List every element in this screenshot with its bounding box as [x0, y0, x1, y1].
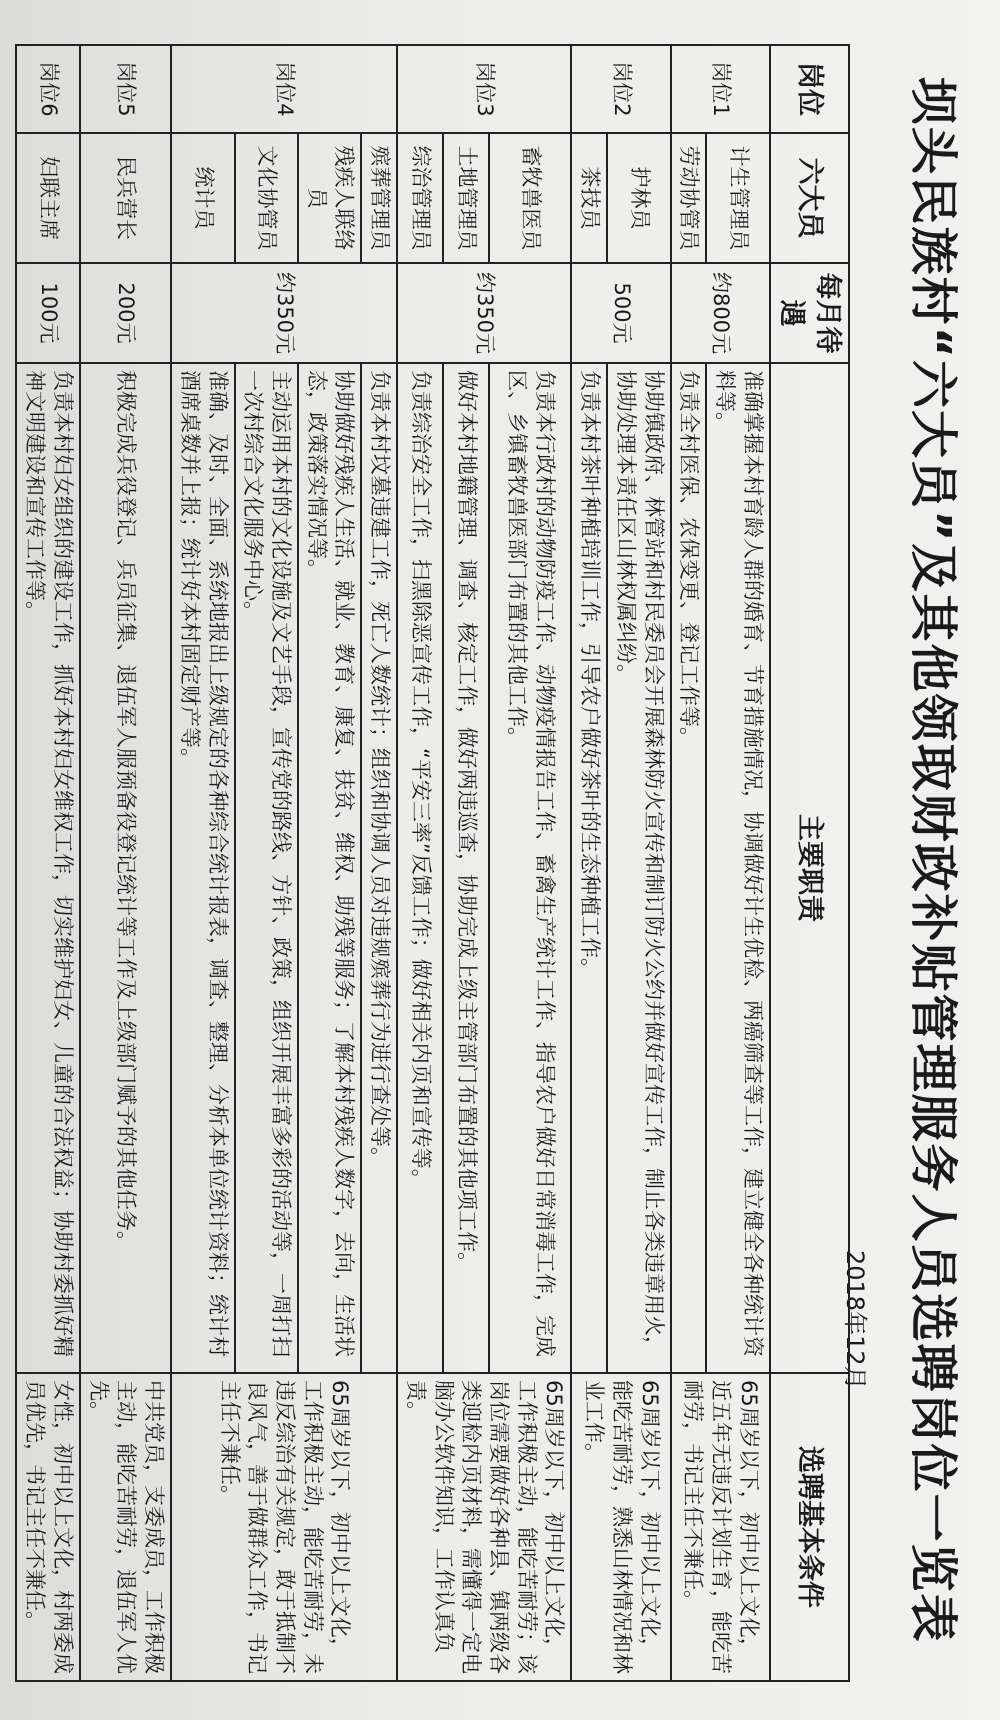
role-cell: 护林员	[607, 133, 670, 263]
position-cell: 岗位3	[397, 45, 571, 133]
header-conditions: 选聘基本条件	[770, 1373, 849, 1681]
header-role: 六大员	[770, 133, 849, 263]
duty-cell: 积极完成兵役登记、兵员征集、退伍军人服预备役登记统计等工作及上级部门赋予的其他任务。	[80, 363, 171, 1373]
duty-cell: 协助镇政府、林管站和村民委员会开展森林防火宣传和制订防火公约并做好宣传工作，制止各类违章用火，协助处理本责任区山林权属纠纷。	[607, 363, 670, 1373]
role-cell: 土地管理员	[443, 133, 489, 263]
condition-cell: 65周岁以下，初中以上文化，工作积极主动，能吃苦耐劳，未违反综治有关规定，敢于抵制不良风气，善于做群众工作，书记主任不兼任。	[171, 1373, 397, 1681]
pay-cell: 约800元	[671, 263, 770, 363]
role-cell: 畜牧兽医员	[489, 133, 571, 263]
role-cell: 民兵营长	[80, 133, 171, 263]
condition-cell: 女性，初中以上文化，村两委成员优先，书记主任不兼任。	[17, 1373, 80, 1681]
duty-cell: 负责本村妇女组织的建设工作，抓好本村妇女维权工作，切实维护妇女、儿童的合法权益；协助村委抓好精神文明建设和宣传工作等。	[17, 363, 80, 1373]
header-pay: 每月待遇	[770, 263, 849, 363]
role-cell: 文化协管员	[235, 133, 298, 263]
condition-cell: 65周岁以下，初中以上文化，能吃苦耐劳，熟悉山林情况和林业工作。	[571, 1373, 670, 1681]
table-row	[607, 45, 670, 1681]
role-cell: 劳动协管员	[671, 133, 707, 263]
table-row	[706, 45, 769, 1681]
table-row	[489, 45, 571, 1681]
position-cell: 岗位1	[671, 45, 770, 133]
position-cell: 岗位4	[171, 45, 397, 133]
position-cell: 岗位5	[80, 45, 171, 133]
role-cell: 殡葬管理员	[361, 133, 397, 263]
table-row	[80, 45, 171, 1681]
page-title: 坝头民族村“六大员”及其他领取财政补贴管理服务人员选聘岗位一览表	[905, 76, 961, 1644]
position-cell: 岗位6	[17, 45, 80, 133]
position-cell: 岗位2	[571, 45, 670, 133]
duty-cell: 负责本行政村的动物防疫工作、动物疫情报告工作、畜禽生产统计工作、指导农户做好日常消毒工作，完成区、乡镇畜牧兽医部门布置的其他工作。	[489, 363, 571, 1373]
pay-cell: 500元	[571, 263, 670, 363]
role-cell: 统计员	[171, 133, 234, 263]
condition-cell: 65周岁以下，初中以上文化，近五年无违反计划生育，能吃苦耐劳，书记主任不兼任。	[671, 1373, 770, 1681]
duty-cell: 负责本村坟墓违建工作，死亡人数统计；组织和协调人员对违规殡葬行为进行查处等。	[361, 363, 397, 1373]
table-header-row	[770, 45, 849, 1681]
pay-cell: 约350元	[397, 263, 571, 363]
table-row	[17, 45, 80, 1681]
pay-cell: 100元	[17, 263, 80, 363]
role-cell: 计生管理员	[706, 133, 769, 263]
header-duties: 主要职责	[770, 363, 849, 1373]
duty-cell: 准确、及时、全面、系统地报出上级规定的各种综合统计报表，调查、整理、分析本单位统计资料；统计村酒席桌数并上报；统计好本村固定财产等。	[171, 363, 234, 1373]
condition-cell: 中共党员，支委成员，工作积极主动，能吃苦耐劳，退伍军人优先。	[80, 1373, 171, 1681]
duty-cell: 准确掌握本村育龄人群的婚育、节育措施情况，协调做好计生优检、两癌筛查等工作，建立健全各种统计资料等。	[706, 363, 769, 1373]
role-cell: 茶技员	[571, 133, 607, 263]
document-date: 2018年12月	[841, 1250, 869, 1390]
positions-table	[16, 44, 851, 1682]
duty-cell: 负责全村医保、农保变更、登记工作等。	[671, 363, 707, 1373]
duty-cell: 负责综治安全工作，扫黑除恶宣传工作，“平安三率”反馈工作；做好相关内页和宣传等。	[397, 363, 443, 1373]
pay-cell: 200元	[80, 263, 171, 363]
duty-cell: 协助做好残疾人生活、就业、教育、康复、扶贫、维权、助残等服务；了解本村残疾人数字，去向，生活状态，政策落实情况等。	[298, 363, 361, 1373]
duty-cell: 负责本村茶叶种植培训工作，引导农户做好茶叶的生态种植工作。	[571, 363, 607, 1373]
condition-cell: 65周岁以下，初中以上文化，工作积极主动，能吃苦耐劳；该岗位需要做好各种县、镇两级各类迎检内页材料，需懂得一定电脑办公软件知识，工作认真负责。	[397, 1373, 571, 1681]
pay-cell: 约350元	[171, 263, 397, 363]
duty-cell: 做好本村地籍管理、调查、核定工作，做好两违巡查，协助完成上级主管部门布置的其他项工作。	[443, 363, 489, 1373]
role-cell: 妇联主席	[17, 133, 80, 263]
table-row	[361, 45, 397, 1681]
role-cell: 残疾人联络员	[298, 133, 361, 263]
role-cell: 综治管理员	[397, 133, 443, 263]
duty-cell: 主动运用本村的文化设施及文艺手段，宣传党的路线、方针、政策，组织开展丰富多彩的活动等，一周打扫一次村综合文化服务中心。	[235, 363, 298, 1373]
header-position: 岗位	[770, 45, 849, 133]
